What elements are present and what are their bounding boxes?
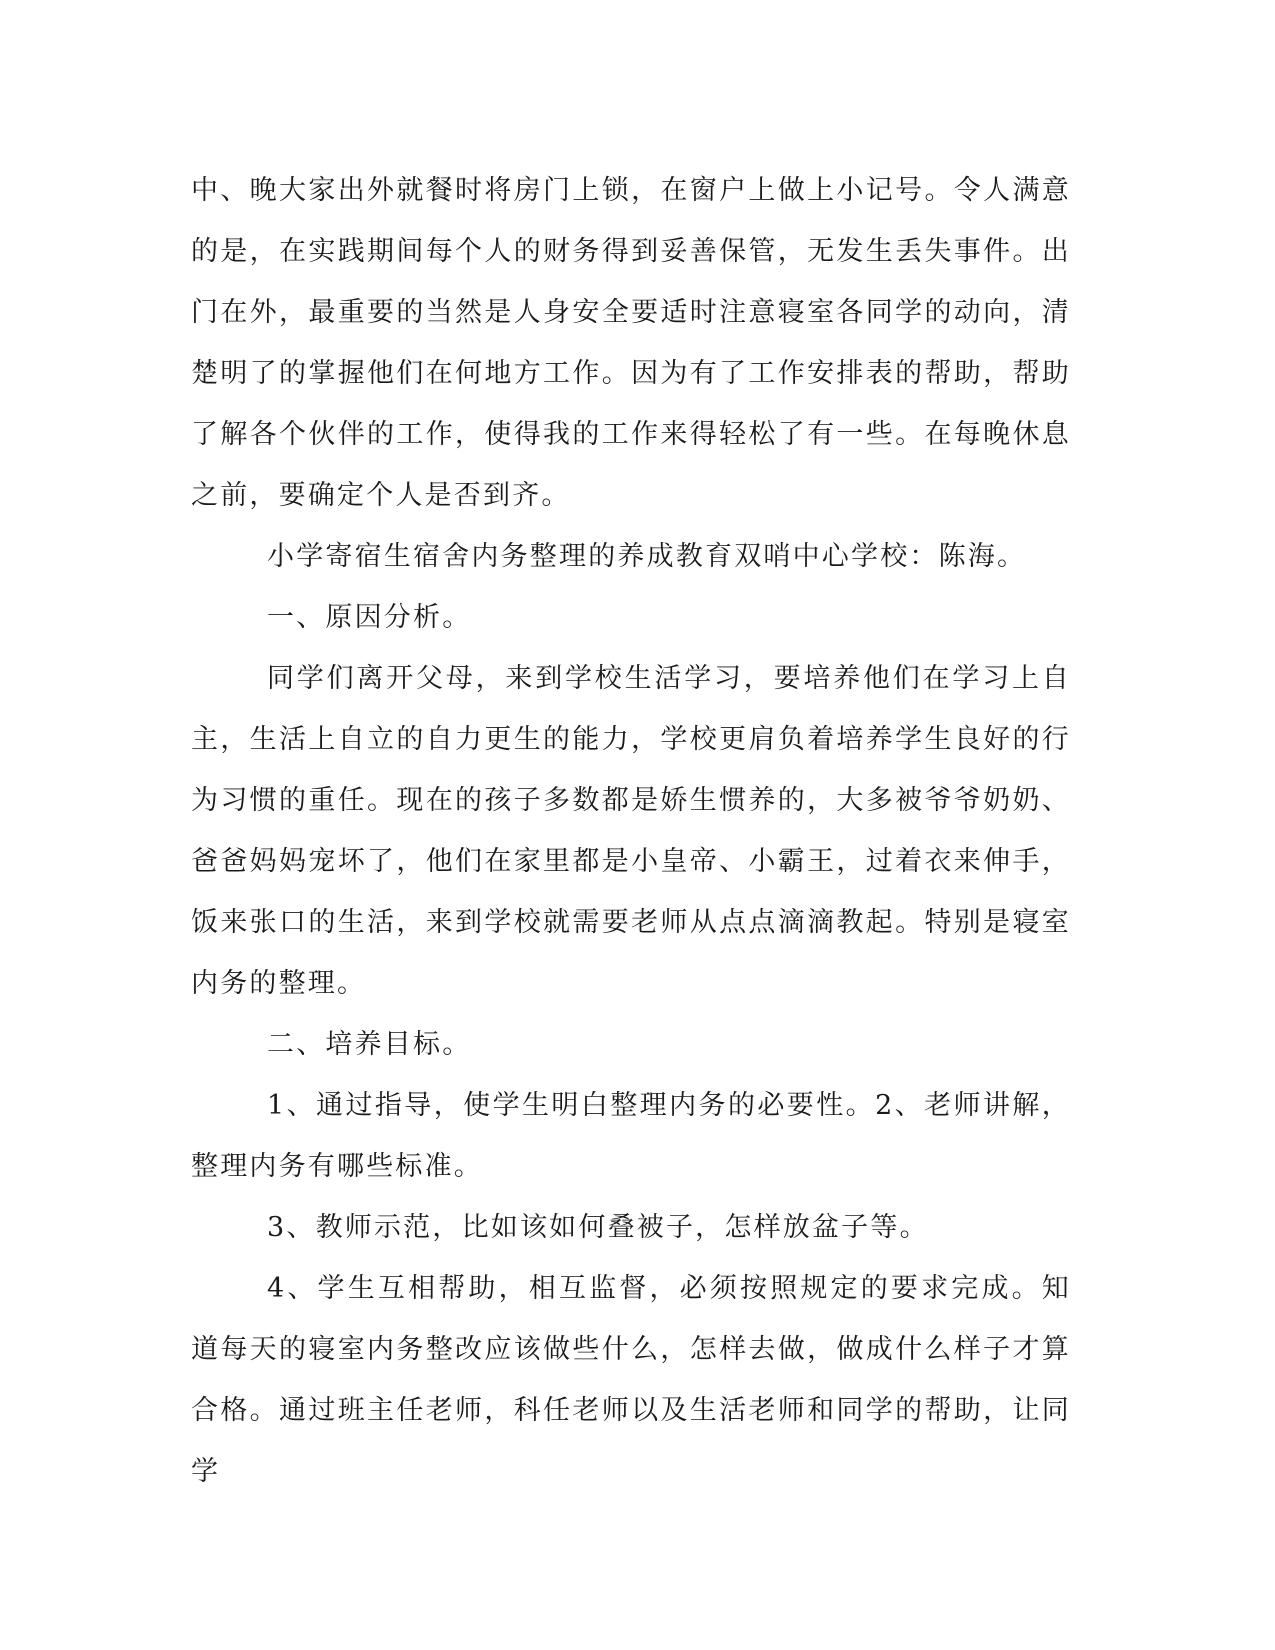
section-heading-2: 二、培养目标。: [267, 1029, 472, 1060]
list-item-1: 1、通过指导，使学生明白整理内务的必要性。2、老师讲解，整理内务有哪些标准。: [191, 1090, 1071, 1182]
paragraph-3: 同学们离开父母，来到学校生活学习，要培养他们在学习上自主，生活上自立的自力更生的能力，学校更肩负着培养学生良好的行为习惯的重任。现在的孩子多数都是娇生惯养的，大多被爷爷奶奶、爸爸妈妈宠坏了，他们在家里都是小皇帝、小霸王，过着衣来伸手，饭来张口的生活，来到学校就需要老师从点点滴滴教起。特别是寝室内务的整理。: [191, 663, 1071, 999]
document-body: [191, 160, 1071, 1502]
list-item-4: 4、学生互相帮助，相互监督，必须按照规定的要求完成。知道每天的寝室内务整改应该做些什么，怎样去做，做成什么样子才算合格。通过班主任老师，科任老师以及生活老师和同学的帮助，让同学: [191, 1273, 1071, 1487]
section-heading-1: 一、原因分析。: [267, 602, 472, 633]
list-item-3: 3、教师示范，比如该如何叠被子，怎样放盆子等。: [267, 1212, 929, 1243]
paragraph-2: 小学寄宿生宿舍内务整理的养成教育双哨中心学校：陈海。: [267, 541, 1027, 572]
paragraph-1: 中、晚大家出外就餐时将房门上锁，在窗户上做上小记号。令人满意的是，在实践期间每个人的财务得到妥善保管，无发生丢失事件。出门在外，最重要的当然是人身安全要适时注意寝室各同学的动向，清楚明了的掌握他们在何地方工作。因为有了工作安排表的帮助，帮助了解各个伙伴的工作，使得我的工作来得轻松了有一些。在每晚休息之前，要确定个人是否到齐。: [191, 175, 1071, 511]
